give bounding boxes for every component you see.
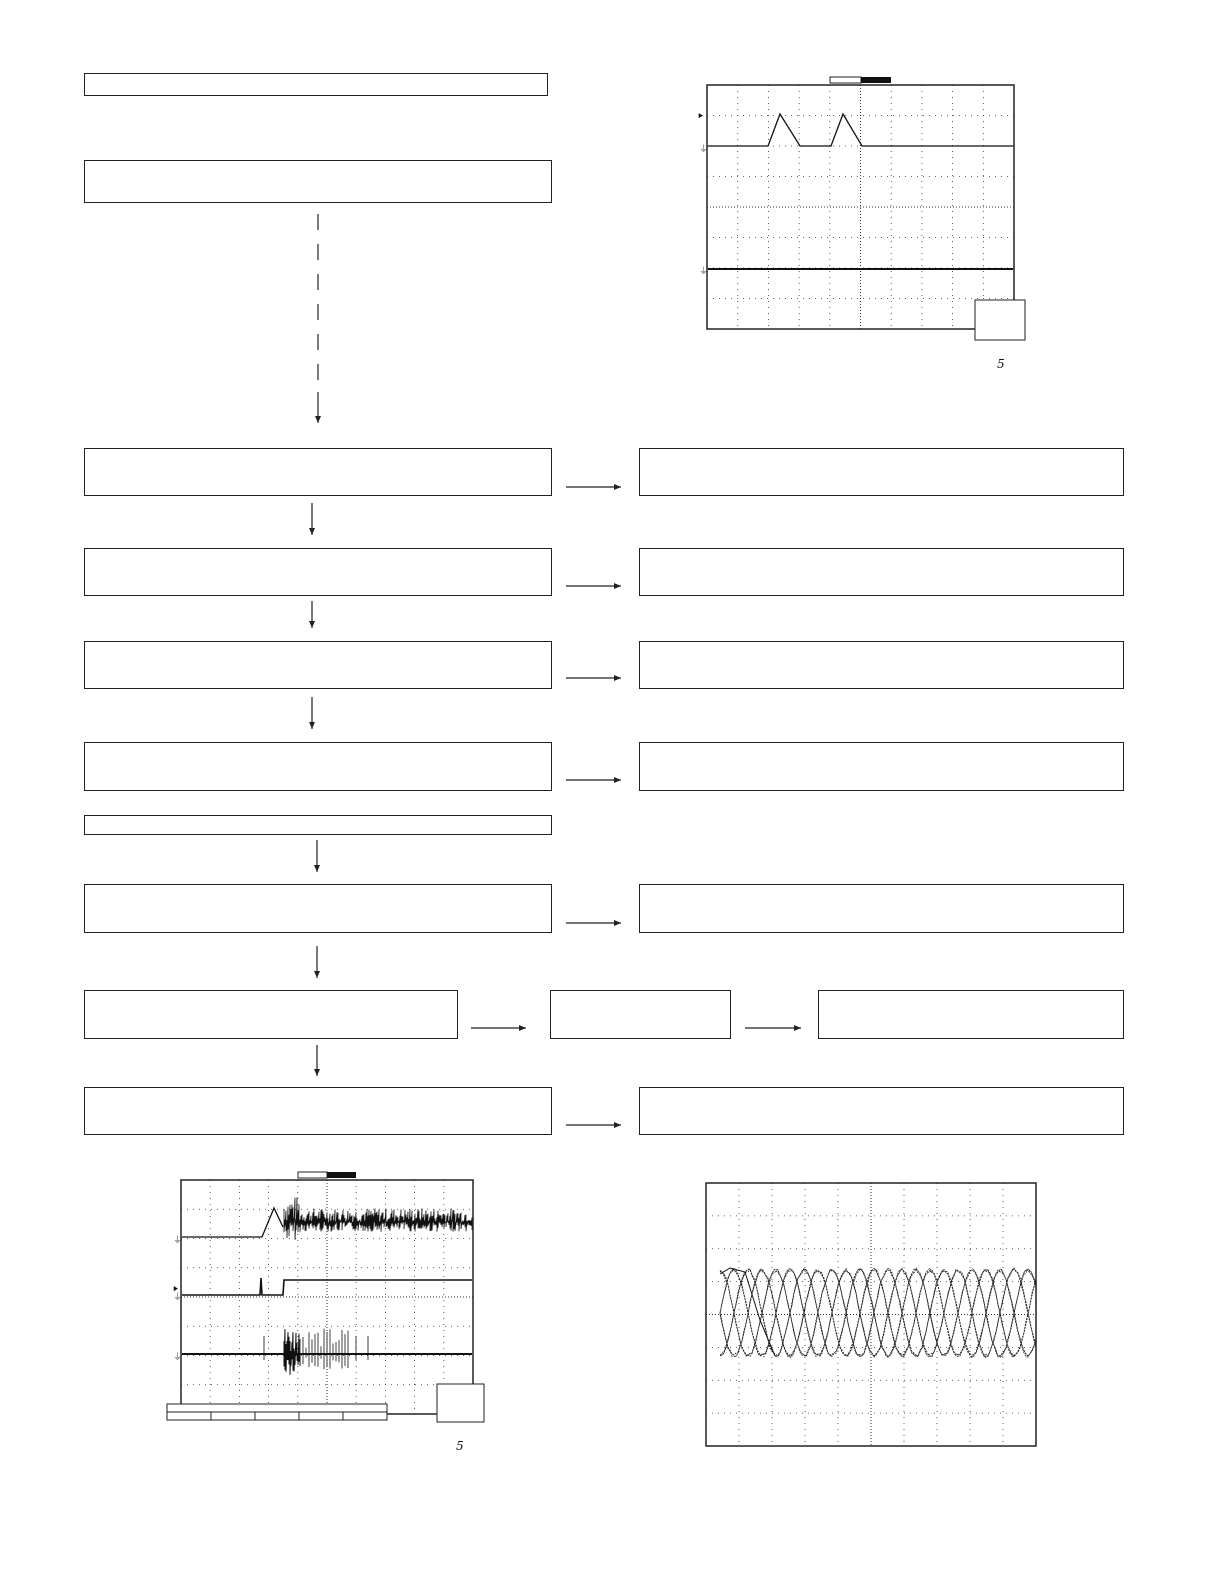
eye-trace: [720, 1269, 1036, 1358]
scope-bottom-left-ch2-ground: ⏚: [173, 1293, 183, 1303]
scope-bottom-left-ch1-ground: ⏚: [173, 1236, 183, 1246]
scope-top-right-ch1-arrow: ⯈: [697, 112, 705, 122]
eye-trace: [720, 1269, 1036, 1357]
scope-top-right-ch2-ground: ⏚: [699, 267, 709, 277]
eye-trace: [720, 1269, 1036, 1358]
eye-trace: [720, 1270, 1036, 1357]
page-mark-bottom: 5: [456, 1439, 464, 1453]
eye-trace: [720, 1269, 1036, 1356]
scope-bottom-left-ch3-ground: ⏚: [173, 1353, 183, 1363]
scope-top-right-ch1-ground: ⏚: [699, 145, 709, 155]
scope-bottom-right-grid: [706, 1183, 1036, 1446]
page-mark-top: 5: [997, 357, 1005, 371]
eye-entry: [720, 1268, 775, 1356]
scope-bottom-left-ch2-arrow: ⯈: [172, 1285, 180, 1295]
